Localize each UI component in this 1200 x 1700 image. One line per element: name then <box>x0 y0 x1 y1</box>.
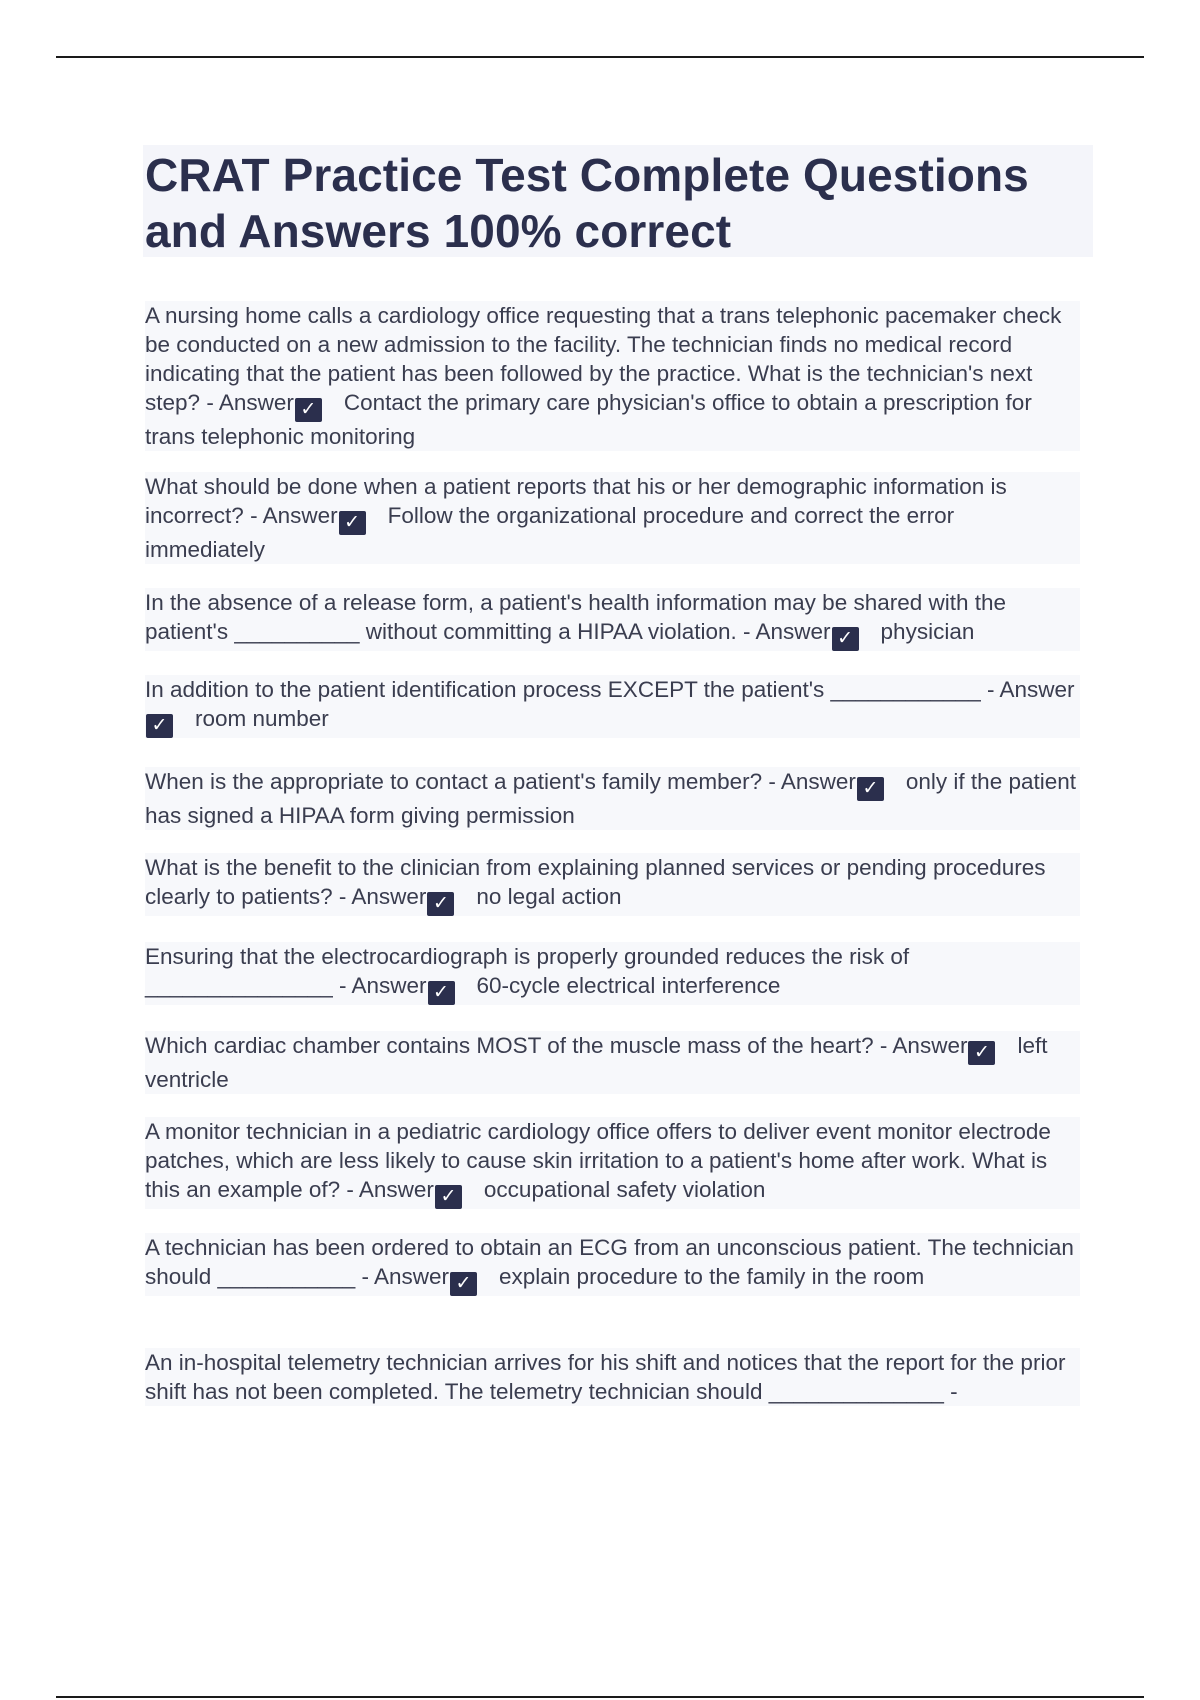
check-icon: ✓ <box>428 981 455 1005</box>
answer-label: - Answer <box>338 973 427 998</box>
question-text: A nursing home calls a cardiology office requesting that a trans telephonic pacemaker check be conducted on a new admission to the facility. The technician finds no medical record indicating that the patient has been followed by the practice. What is the technician's next step? <box>145 303 1062 415</box>
question-text: An in-hospital telemetry technician arrives for his shift and notices that the report for the prior shift has not been completed. The telemetry technician should ______________ - <box>145 1350 1066 1404</box>
question-text: In addition to the patient identification process EXCEPT the patient's ____________ <box>145 677 981 702</box>
page-title: CRAT Practice Test Complete Questions and Answers 100% correct <box>145 149 1029 257</box>
qa-item-1 <box>145 301 1080 451</box>
answer-text: occupational safety violation <box>483 1177 766 1202</box>
answer-text: only if the patient has signed a HIPAA form giving permission <box>145 769 1077 828</box>
qa-item-8 <box>145 1031 1080 1094</box>
answer-text: physician <box>880 619 975 644</box>
question-text: What should be done when a patient reports that his or her demographic information is incorrect? <box>145 474 1007 528</box>
qa-item-3 <box>145 588 1080 651</box>
check-icon: ✓ <box>427 892 454 916</box>
answer-label: - Answer <box>206 390 294 415</box>
check-icon: ✓ <box>450 1272 477 1296</box>
qa-item-5 <box>145 767 1080 830</box>
check-icon: ✓ <box>857 777 884 801</box>
qa-item-2 <box>145 472 1080 564</box>
check-icon: ✓ <box>832 627 859 651</box>
qa-item-11 <box>145 1348 1080 1406</box>
question-text: A technician has been ordered to obtain an ECG from an unconscious patient. The technician should ___________ <box>145 1235 1074 1289</box>
answer-label: - Answer <box>250 503 338 528</box>
answer-text: explain procedure to the family in the room <box>499 1264 925 1289</box>
question-text: A monitor technician in a pediatric cardiology office offers to deliver event monitor electrode patches, which are less likely to cause skin irritation to a patient's home after work. What is this an example of? <box>145 1119 1051 1202</box>
answer-text: left ventricle <box>145 1033 1048 1092</box>
top-rule <box>56 56 1144 58</box>
answer-text: Contact the primary care physician's office to obtain a prescription for trans telephonic monitoring <box>145 390 1032 449</box>
answer-label: - Answer <box>361 1264 449 1289</box>
answer-label: - Answer <box>743 619 831 644</box>
question-text: When is the appropriate to contact a patient's family member? <box>145 769 763 794</box>
bottom-rule <box>56 1696 1144 1698</box>
qa-item-4 <box>145 675 1080 738</box>
question-text: Ensuring that the electrocardiograph is properly grounded reduces the risk of _______________ <box>145 944 910 998</box>
answer-label: - Answer <box>346 1177 434 1202</box>
check-icon: ✓ <box>146 714 173 738</box>
answer-text: room number <box>195 706 329 731</box>
question-text: Which cardiac chamber contains MOST of the muscle mass of the heart? <box>145 1033 874 1058</box>
check-icon: ✓ <box>295 398 322 422</box>
question-text: In the absence of a release form, a patient's health information may be shared with the patient's __________ without committing a HIPAA violation. <box>145 590 1007 644</box>
question-text: What is the benefit to the clinician from explaining planned services or pending procedures clearly to patients? <box>145 855 1046 909</box>
answer-label: - Answer <box>879 1033 968 1058</box>
qa-item-7 <box>145 942 1080 1005</box>
answer-label: - Answer <box>768 769 856 794</box>
answer-text: Follow the organizational procedure and correct the error immediately <box>145 503 955 562</box>
check-icon: ✓ <box>968 1041 995 1065</box>
answer-label: - Answer <box>986 677 1075 702</box>
answer-text: 60-cycle electrical interference <box>476 973 781 998</box>
qa-item-10 <box>145 1233 1080 1296</box>
check-icon: ✓ <box>339 511 366 535</box>
answer-label: - Answer <box>338 884 427 909</box>
title-block <box>143 145 1093 257</box>
qa-item-9 <box>145 1117 1080 1209</box>
answer-text: no legal action <box>476 884 622 909</box>
check-icon: ✓ <box>435 1185 462 1209</box>
qa-item-6 <box>145 853 1080 916</box>
